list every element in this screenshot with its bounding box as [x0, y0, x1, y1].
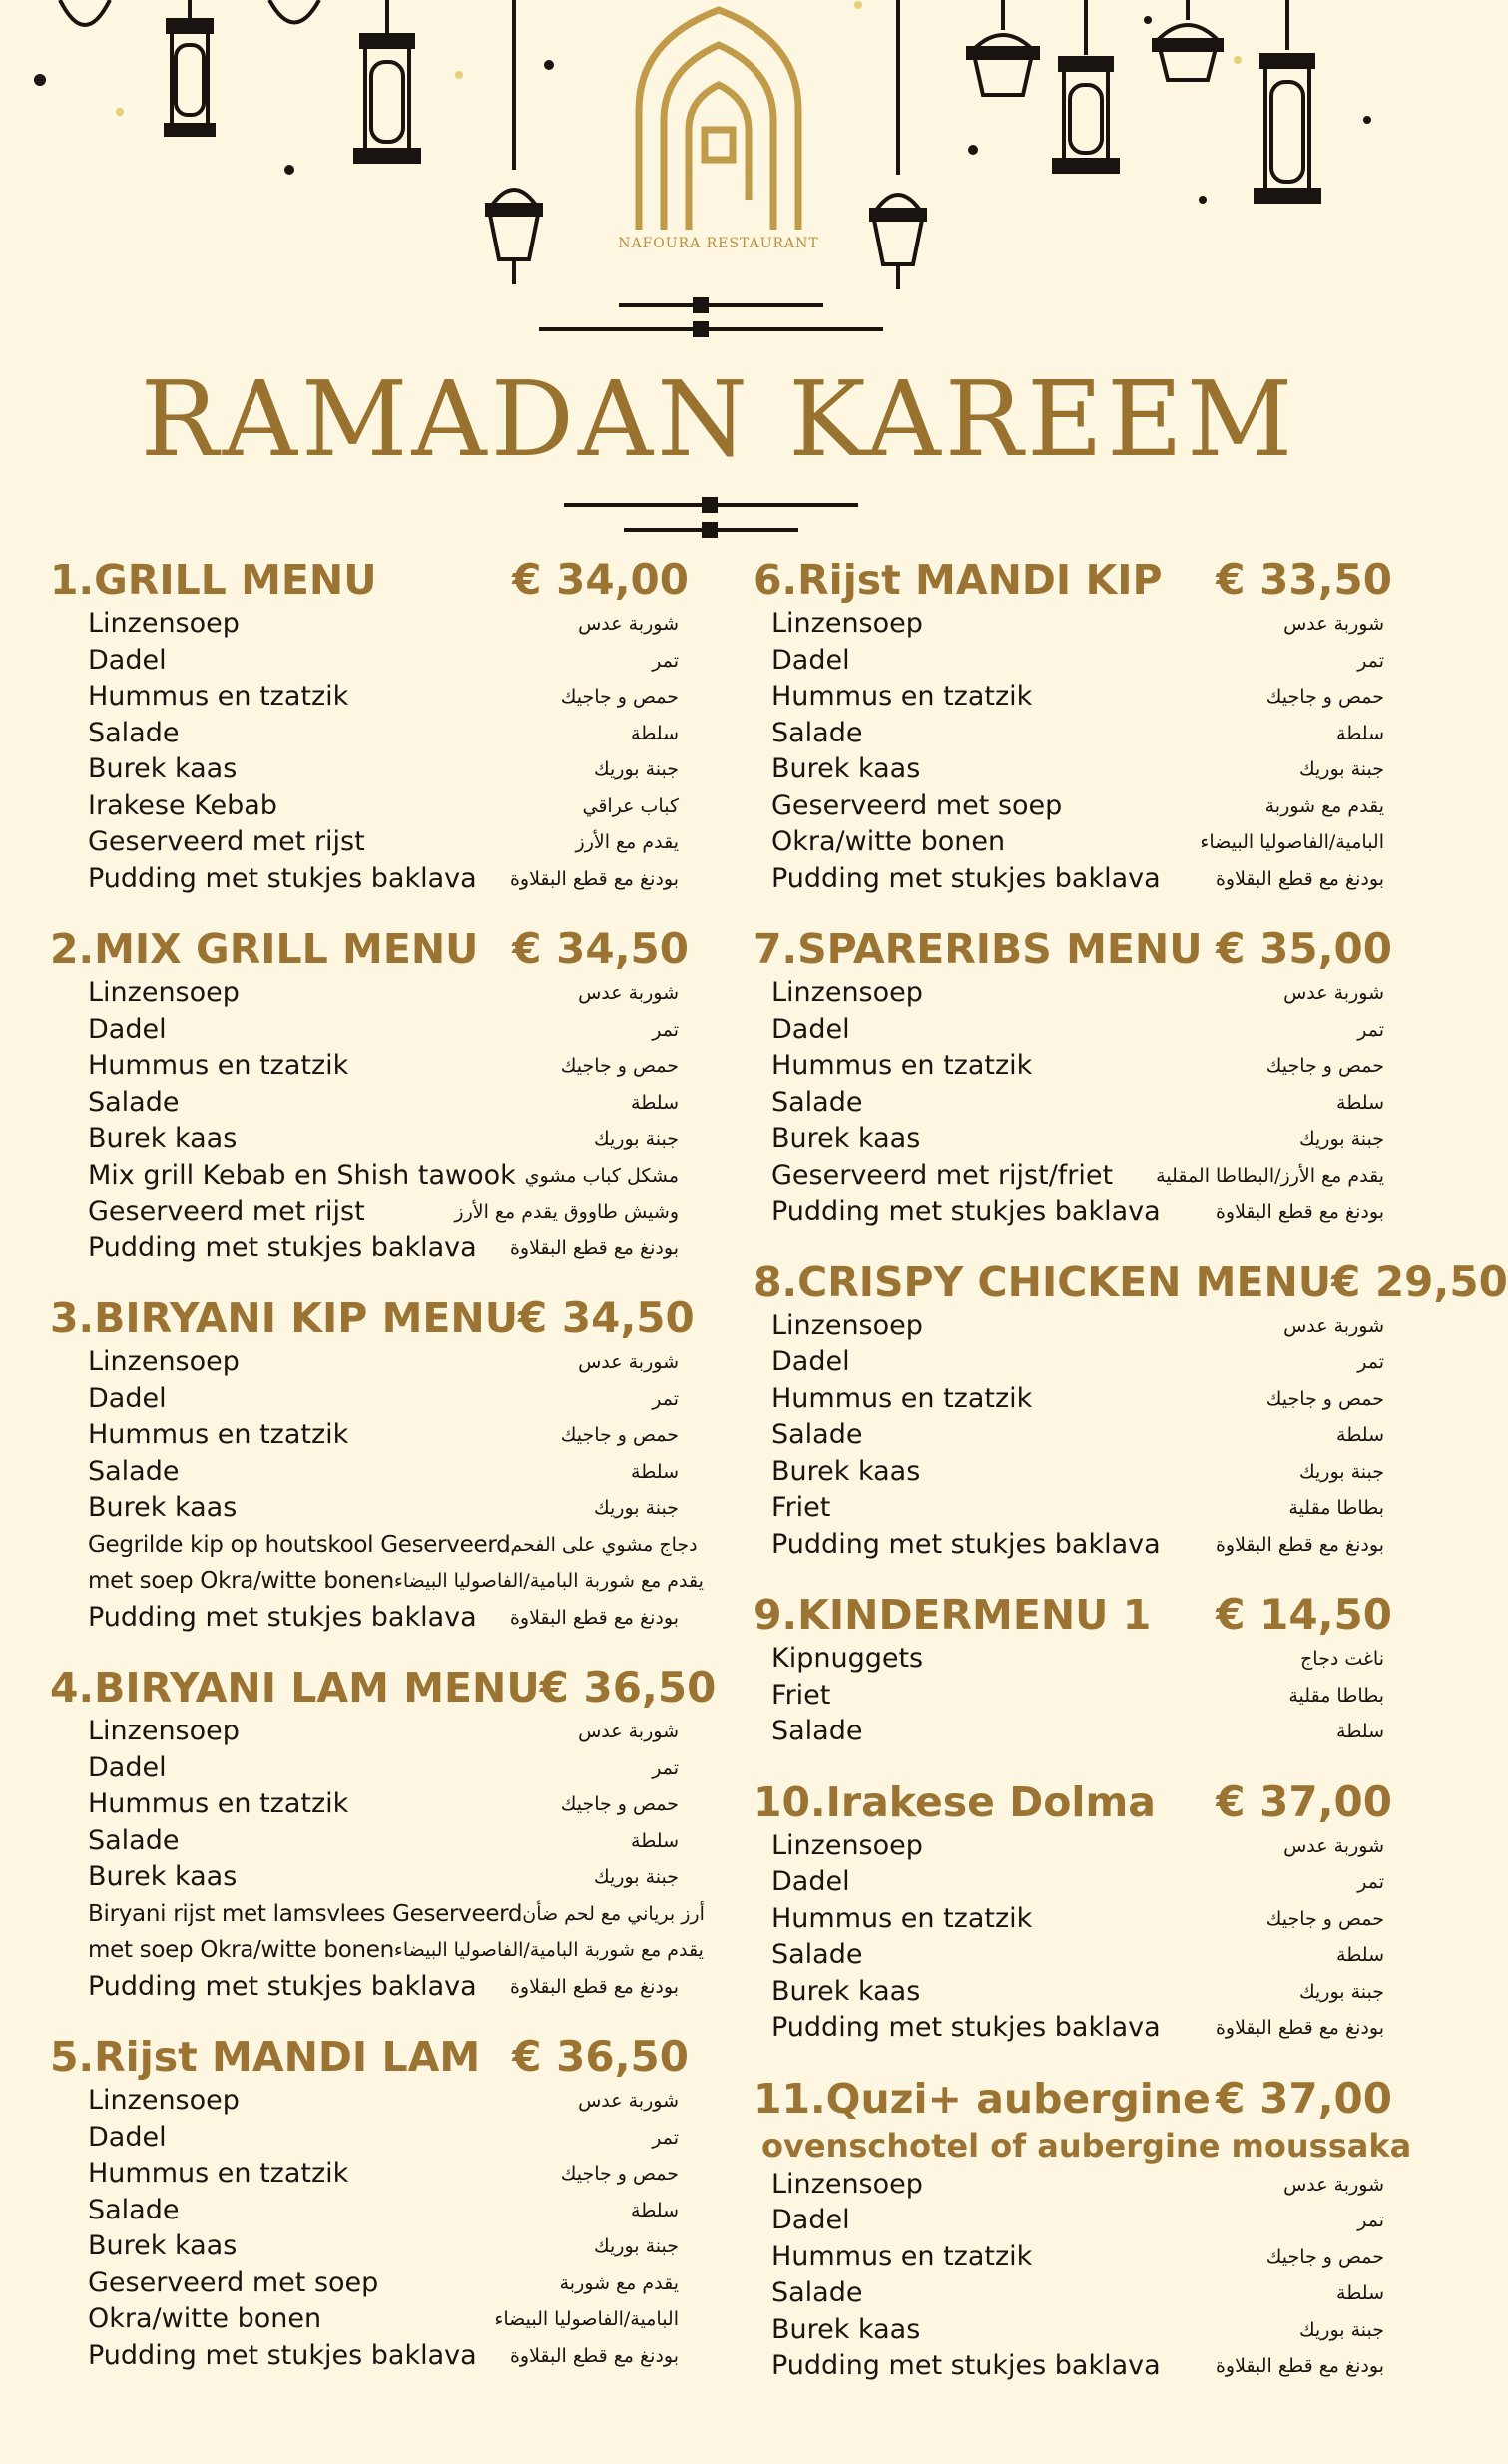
menu-item [88, 2265, 679, 2302]
item-name-dutch: Burek kaas [771, 1455, 921, 1487]
item-name-dutch: Okra/witte bonen [88, 2303, 322, 2334]
item-name-dutch: met soep Okra/witte bonen [88, 1937, 394, 1963]
item-name-arabic: تمر [1357, 1871, 1384, 1893]
menu-item [771, 1901, 1384, 1938]
item-name-arabic: ناغت دجاج [1300, 1648, 1384, 1670]
item-name-dutch: Geserveerd met rijst [88, 826, 365, 857]
item-name-arabic: جبنة بوريك [593, 1128, 679, 1150]
menu-section [50, 2031, 689, 2374]
item-name-arabic: حمص و جاجيك [1265, 2245, 1384, 2268]
item-name-dutch: Salade [88, 717, 180, 748]
item-name-dutch: Dadel [88, 1382, 167, 1414]
menu-item [771, 1937, 1384, 1974]
menu-item [771, 1678, 1384, 1715]
item-name-arabic: سلطة [1336, 722, 1384, 744]
menu-section-header [754, 1256, 1508, 1308]
item-name-arabic: شوربة عدس [578, 613, 679, 635]
menu-item [771, 1454, 1384, 1491]
menu-section [50, 1292, 704, 1636]
item-name-arabic: جبنة بوريك [593, 758, 679, 780]
item-name-dutch: Burek kaas [88, 1492, 238, 1523]
menu-item [771, 2348, 1384, 2385]
menu-item [771, 861, 1384, 898]
item-name-arabic: جبنة بوريك [1298, 1128, 1384, 1150]
item-name-dutch: Salade [771, 1086, 863, 1118]
menu-item [88, 716, 679, 752]
item-name-dutch: Hummus en tzatzik [88, 1050, 349, 1081]
item-name-arabic: شوربة عدس [1283, 2173, 1384, 2196]
item-name-arabic: سلطة [1336, 1944, 1384, 1966]
logo-caption: NAFOURA RESTAURANT [618, 236, 819, 251]
item-name-dutch: Kipnuggets [771, 1643, 924, 1674]
item-name-dutch: Dadel [88, 644, 167, 676]
menu-item [771, 1864, 1384, 1901]
item-name-arabic: سلطة [631, 1829, 679, 1852]
menu-item [88, 1823, 679, 1860]
item-name-arabic: سلطة [631, 722, 679, 744]
menu-item [771, 2203, 1384, 2239]
menu-item [88, 975, 679, 1012]
item-name-dutch: Pudding met stukjes baklava [88, 1232, 477, 1263]
item-name-dutch: Geserveerd met rijst/friet [771, 1159, 1114, 1191]
item-name-dutch: Dadel [88, 2121, 167, 2153]
item-name-arabic: يقدم مع الأرز/البطاطا المقلية [1156, 1164, 1384, 1187]
menu-item [88, 1454, 679, 1491]
menu-item [88, 606, 679, 643]
item-name-arabic: بودنغ مع قطع البقلاوة [1215, 2355, 1384, 2377]
item-name-arabic: شوربة عدس [578, 1351, 679, 1373]
item-name-dutch: Linzensoep [88, 2085, 240, 2116]
item-name-dutch: Hummus en tzatzik [88, 2158, 349, 2189]
menu-title: 8.CRISPY CHICKEN MENU [754, 1257, 1332, 1306]
menu-column-right [754, 554, 1508, 2411]
menu-price: € 14,50 [1216, 1590, 1392, 1639]
item-name-dutch: Dadel [771, 2205, 850, 2235]
menu-item [88, 2228, 679, 2265]
menu-title: 3.BIRYANI KIP MENU [50, 1294, 519, 1342]
menu-item [771, 1085, 1384, 1122]
item-name-dutch: Burek kaas [771, 2313, 921, 2345]
menu-item [88, 1048, 679, 1085]
menu-price: € 29,50 [1331, 1256, 1508, 1306]
menu-item [771, 2275, 1384, 2312]
menu-title: 9.KINDERMENU 1 [754, 1591, 1152, 1639]
menu-item [88, 1896, 705, 1933]
item-name-dutch: Hummus en tzatzik [88, 681, 349, 712]
item-name-dutch: Linzensoep [771, 977, 923, 1008]
menu-item [88, 1932, 704, 1969]
item-name-arabic: سلطة [631, 1460, 679, 1483]
menu-item [771, 1344, 1384, 1381]
menu-price: € 33,50 [1216, 555, 1392, 604]
menu-item [88, 788, 679, 825]
menu-item [88, 1121, 679, 1158]
item-name-arabic: شوربة عدس [578, 1721, 679, 1742]
header [0, 0, 1437, 559]
menu-section [754, 1776, 1392, 2047]
item-name-arabic: تمر [652, 2126, 679, 2149]
item-name-arabic: تمر [1357, 649, 1384, 672]
item-name-arabic: البامية/الفاصوليا البيضاء [1200, 831, 1384, 853]
menu-price: € 37,00 [1216, 2073, 1392, 2123]
menu-subtitle: ovenschotel of aubergine moussaka [761, 2126, 1412, 2165]
menu-item [88, 1563, 704, 1600]
item-name-arabic: تمر [652, 1756, 679, 1779]
menu-item [771, 824, 1384, 861]
item-name-dutch: Geserveerd met soep [88, 2266, 379, 2298]
item-name-dutch: Salade [771, 2277, 863, 2308]
menu-section [754, 2073, 1412, 2385]
item-name-arabic: جبنة بوريك [1298, 2318, 1384, 2341]
menu-price: € 35,00 [1216, 924, 1392, 973]
item-name-arabic: بودنغ مع قطع البقلاوة [509, 2344, 679, 2367]
menu-item [88, 2156, 679, 2193]
item-name-dutch: Dadel [88, 1751, 167, 1783]
item-name-arabic: حمص و جاجيك [1265, 1387, 1384, 1410]
menu-item [771, 1308, 1384, 1345]
menu-items [771, 2167, 1384, 2385]
item-name-arabic: جبنة بوريك [593, 1866, 679, 1888]
menu-price: € 34,00 [512, 555, 689, 604]
menu-item [771, 643, 1384, 680]
menu-section-header [754, 2073, 1392, 2125]
menu-section [754, 1256, 1508, 1564]
item-name-dutch: Salade [771, 1716, 863, 1746]
item-name-dutch: Pudding met stukjes baklava [88, 1601, 477, 1633]
menu-item [88, 2120, 679, 2157]
menu-title: 5.Rijst MANDI LAM [50, 2033, 481, 2081]
menu-item [88, 1085, 679, 1122]
item-name-arabic: جبنة بوريك [593, 1497, 679, 1519]
item-name-dutch: Linzensoep [771, 1309, 923, 1341]
item-name-arabic: سلطة [1336, 1424, 1384, 1446]
item-name-dutch: Pudding met stukjes baklava [771, 1196, 1161, 1227]
menu-item [88, 1714, 679, 1750]
menu-item [88, 861, 679, 898]
menu-item [88, 1490, 679, 1527]
menu-item [771, 1974, 1384, 2011]
item-name-dutch: Hummus en tzatzik [771, 681, 1033, 712]
item-name-dutch: Pudding met stukjes baklava [771, 862, 1161, 894]
item-name-dutch: Salade [771, 717, 863, 748]
item-name-arabic: تمر [1357, 1351, 1384, 1373]
menu-item [771, 1417, 1384, 1454]
item-name-dutch: Friet [771, 1492, 831, 1523]
menu-title: 11.Quzi+ aubergine [754, 2074, 1211, 2123]
item-name-dutch: Dadel [771, 1866, 850, 1897]
menu-section-header [50, 1292, 695, 1344]
item-name-arabic: حمص و جاجيك [1265, 686, 1384, 708]
menu-items [771, 606, 1384, 897]
item-name-dutch: Linzensoep [771, 608, 923, 639]
item-name-dutch: Dadel [771, 1346, 850, 1377]
menu-section-header [50, 1662, 717, 1714]
top-divider [539, 289, 898, 339]
menu-section-header [754, 554, 1392, 606]
menu-section-header [754, 923, 1392, 975]
item-name-arabic: وشيش طاووق يقدم مع الأرز [454, 1201, 679, 1223]
menu-section [50, 923, 689, 1266]
item-name-arabic: حمص و جاجيك [1265, 1907, 1384, 1930]
item-name-arabic: تمر [652, 1018, 679, 1041]
menu-items [771, 1308, 1384, 1564]
item-name-dutch: Linzensoep [88, 977, 240, 1008]
menu-items [88, 2083, 679, 2374]
item-name-arabic: بطاطا مقلية [1288, 1497, 1384, 1519]
item-name-dutch: Hummus en tzatzik [771, 1050, 1033, 1081]
item-name-dutch: Dadel [771, 644, 850, 676]
menu-item [771, 2010, 1384, 2047]
menu-items [88, 1714, 705, 2005]
item-name-arabic: سلطة [631, 1091, 679, 1114]
menu-price: € 34,50 [518, 1293, 695, 1342]
menu-item [88, 1969, 679, 2006]
menu-item [88, 2083, 679, 2120]
item-name-arabic: يقدم مع شوربة البامية/الفاصوليا البيضاء [393, 1570, 704, 1592]
menu-section [754, 1589, 1392, 1750]
menu-item [88, 1786, 679, 1823]
item-name-dutch: Hummus en tzatzik [88, 1788, 349, 1819]
menu-item [88, 2193, 679, 2229]
menu-item [88, 1859, 679, 1896]
menu-item [88, 643, 679, 680]
menu-item [771, 1158, 1384, 1195]
item-name-arabic: كباب عراقي [582, 794, 679, 817]
item-name-arabic: بودنغ مع قطع البقلاوة [509, 1975, 679, 1998]
menu-item [771, 2239, 1384, 2276]
item-name-dutch: Okra/witte bonen [771, 826, 1006, 857]
menu-item [771, 1641, 1384, 1678]
item-name-dutch: Salade [88, 1824, 180, 1856]
menu-item [771, 788, 1384, 825]
item-name-arabic: بودنغ مع قطع البقلاوة [1215, 1533, 1384, 1556]
menu-title: 2.MIX GRILL MENU [50, 925, 479, 973]
menu-column-left [50, 554, 717, 2400]
menu-item [88, 1417, 679, 1454]
item-name-dutch: Dadel [88, 1013, 167, 1045]
item-name-arabic: حمص و جاجيك [560, 2163, 679, 2185]
menu-item [771, 1012, 1384, 1049]
page-title: RAMADAN KAREEM [140, 358, 1297, 480]
item-name-dutch: Burek kaas [771, 753, 921, 784]
menu-item [88, 824, 679, 861]
item-name-dutch: Burek kaas [88, 753, 238, 784]
item-name-dutch: Salade [771, 1939, 863, 1970]
menu-items [771, 1641, 1384, 1750]
item-name-dutch: Pudding met stukjes baklava [88, 1970, 477, 2002]
menu-item [88, 1194, 679, 1231]
menu-item [88, 1158, 679, 1195]
bottom-divider [564, 494, 873, 540]
menu-title: 10.Irakese Dolma [754, 1777, 1156, 1826]
menu-section-header [50, 923, 689, 975]
menu-item [771, 1381, 1384, 1418]
menu-section-header [50, 554, 689, 606]
item-name-arabic: يقدم مع الأرز [575, 831, 679, 853]
menu-price: € 36,50 [512, 2032, 689, 2081]
item-name-dutch: Pudding met stukjes baklava [88, 862, 477, 894]
menu-item [88, 1750, 679, 1787]
item-name-arabic: بودنغ مع قطع البقلاوة [509, 1236, 679, 1259]
item-name-dutch: Pudding met stukjes baklava [771, 2012, 1161, 2043]
item-name-arabic: شوربة عدس [1283, 613, 1384, 635]
item-name-arabic: شوربة عدس [578, 2090, 679, 2112]
menu-item [771, 1828, 1384, 1865]
menu-section [50, 554, 689, 897]
menu-item [88, 1231, 679, 1267]
item-name-dutch: Linzensoep [88, 608, 240, 639]
menu-item [88, 679, 679, 716]
menu-section [754, 923, 1392, 1231]
menu-items [771, 975, 1384, 1231]
item-name-arabic: يقدم مع شوربة [559, 2271, 679, 2294]
menu-item [771, 1048, 1384, 1085]
item-name-arabic: سلطة [1336, 1091, 1384, 1114]
item-name-arabic: تمر [652, 649, 679, 672]
item-name-arabic: شوربة عدس [1283, 1314, 1384, 1337]
item-name-dutch: Hummus en tzatzik [771, 1382, 1033, 1414]
item-name-dutch: Gegrilde kip op houtskool Geserveerd [88, 1531, 511, 1558]
menu-section-header [754, 1776, 1392, 1828]
item-name-dutch: Irakese Kebab [88, 789, 277, 821]
item-name-dutch: Burek kaas [88, 1861, 238, 1892]
menu-item [771, 1194, 1384, 1231]
item-name-dutch: Geserveerd met soep [771, 789, 1063, 821]
menu-title: 1.GRILL MENU [50, 556, 377, 604]
item-name-dutch: Burek kaas [88, 1123, 238, 1154]
menu-title: 7.SPARERIBS MENU [754, 925, 1203, 973]
menu-item [88, 1012, 679, 1049]
item-name-dutch: Hummus en tzatzik [771, 2240, 1033, 2272]
menu-item [771, 2167, 1384, 2204]
item-name-arabic: حمص و جاجيك [1265, 1055, 1384, 1077]
item-name-dutch: Salade [88, 1455, 180, 1487]
menu-item [88, 2301, 679, 2338]
item-name-dutch: Linzensoep [88, 1716, 240, 1746]
menu-item [771, 1527, 1384, 1564]
item-name-dutch: met soep Okra/witte bonen [88, 1568, 394, 1594]
menu-section-header [754, 1589, 1392, 1641]
item-name-dutch: Salade [771, 1419, 863, 1450]
item-name-arabic: تمر [1357, 1018, 1384, 1041]
menu-item [771, 751, 1384, 788]
item-name-dutch: Geserveerd met rijst [88, 1196, 365, 1227]
menu-items [88, 606, 679, 897]
item-name-arabic: سلطة [1336, 1721, 1384, 1742]
menu-price: € 36,50 [539, 1663, 717, 1712]
item-name-arabic: جبنة بوريك [1298, 1980, 1384, 2003]
nafoura-logo [609, 0, 828, 254]
item-name-arabic: بودنغ مع قطع البقلاوة [1215, 1201, 1384, 1223]
item-name-dutch: Linzensoep [88, 1346, 240, 1377]
menu-item [771, 1714, 1384, 1750]
item-name-arabic: جبنة بوريك [1298, 1460, 1384, 1483]
menu-section [754, 554, 1392, 897]
menu-items [88, 975, 679, 1266]
item-name-dutch: Hummus en tzatzik [88, 1419, 349, 1450]
item-name-arabic: حمص و جاجيك [560, 686, 679, 708]
item-name-arabic: جبنة بوريك [593, 2235, 679, 2257]
item-name-arabic: بودنغ مع قطع البقلاوة [509, 867, 679, 890]
item-name-arabic: يقدم مع شوربة [1264, 794, 1384, 817]
menu-item [771, 606, 1384, 643]
item-name-arabic: حمص و جاجيك [560, 1424, 679, 1446]
item-name-dutch: Burek kaas [771, 1975, 921, 2007]
item-name-arabic: تمر [652, 1387, 679, 1410]
item-name-dutch: Dadel [771, 1013, 850, 1045]
item-name-dutch: Hummus en tzatzik [771, 1902, 1033, 1934]
item-name-arabic: سلطة [631, 2199, 679, 2221]
item-name-dutch: Salade [88, 1086, 180, 1118]
menu-title: 4.BIRYANI LAM MENU [50, 1664, 540, 1712]
menu-item [771, 2312, 1384, 2349]
item-name-arabic: سلطة [1336, 2282, 1384, 2304]
item-name-arabic: دجاج مشوي على الفحم [510, 1533, 698, 1556]
item-name-arabic: حمص و جاجيك [560, 1055, 679, 1077]
item-name-arabic: جبنة بوريك [1298, 758, 1384, 780]
item-name-arabic: مشكل كباب مشوي [524, 1164, 679, 1187]
menu-item [771, 679, 1384, 716]
menu-section-header [50, 2031, 689, 2083]
item-name-dutch: Salade [88, 2194, 180, 2225]
item-name-arabic: شوربة عدس [1283, 982, 1384, 1004]
menu-item [88, 1527, 698, 1564]
menu-item [771, 975, 1384, 1012]
menu-item [88, 1381, 679, 1418]
menu-items [771, 1828, 1384, 2047]
item-name-arabic: شوربة عدس [1283, 1834, 1384, 1857]
item-name-dutch: Mix grill Kebab en Shish tawook [88, 1159, 516, 1191]
item-name-arabic: البامية/الفاصوليا البيضاء [494, 2308, 679, 2330]
menu-item [88, 2338, 679, 2375]
menu-item [88, 751, 679, 788]
menu-item [88, 1344, 679, 1381]
item-name-arabic: بودنغ مع قطع البقلاوة [1215, 2017, 1384, 2039]
item-name-arabic: حمص و جاجيك [560, 1793, 679, 1815]
menu-item [771, 716, 1384, 752]
item-name-dutch: Linzensoep [771, 1829, 923, 1861]
item-name-dutch: Burek kaas [771, 1123, 921, 1154]
item-name-arabic: بودنغ مع قطع البقلاوة [1215, 867, 1384, 890]
menu-title: 6.Rijst MANDI KIP [754, 556, 1163, 604]
menu-item [771, 1490, 1384, 1527]
menu-price: € 34,50 [512, 924, 689, 973]
item-name-dutch: Linzensoep [771, 2168, 923, 2200]
item-name-arabic: تمر [1357, 2210, 1384, 2231]
item-name-dutch: Burek kaas [88, 2230, 238, 2261]
item-name-arabic: بودنغ مع قطع البقلاوة [509, 1606, 679, 1629]
item-name-dutch: Biryani rijst met lamsvlees Geserveerd [88, 1900, 523, 1927]
item-name-dutch: Pudding met stukjes baklava [771, 1528, 1161, 1560]
item-name-arabic: بطاطا مقلية [1288, 1684, 1384, 1707]
menu-section [50, 1662, 717, 2005]
item-name-arabic: شوربة عدس [578, 982, 679, 1004]
item-name-arabic: أرز برياني مع لحم ضأن [522, 1902, 705, 1925]
menu-item [88, 1600, 679, 1637]
item-name-arabic: يقدم مع شوربة البامية/الفاصوليا البيضاء [393, 1939, 704, 1961]
item-name-dutch: Pudding met stukjes baklava [771, 2350, 1161, 2381]
menu-item [771, 1121, 1384, 1158]
menu-price: € 37,00 [1216, 1776, 1392, 1826]
item-name-dutch: Friet [771, 1679, 831, 1711]
item-name-dutch: Pudding met stukjes baklava [88, 2339, 477, 2371]
menu-items [88, 1344, 704, 1636]
